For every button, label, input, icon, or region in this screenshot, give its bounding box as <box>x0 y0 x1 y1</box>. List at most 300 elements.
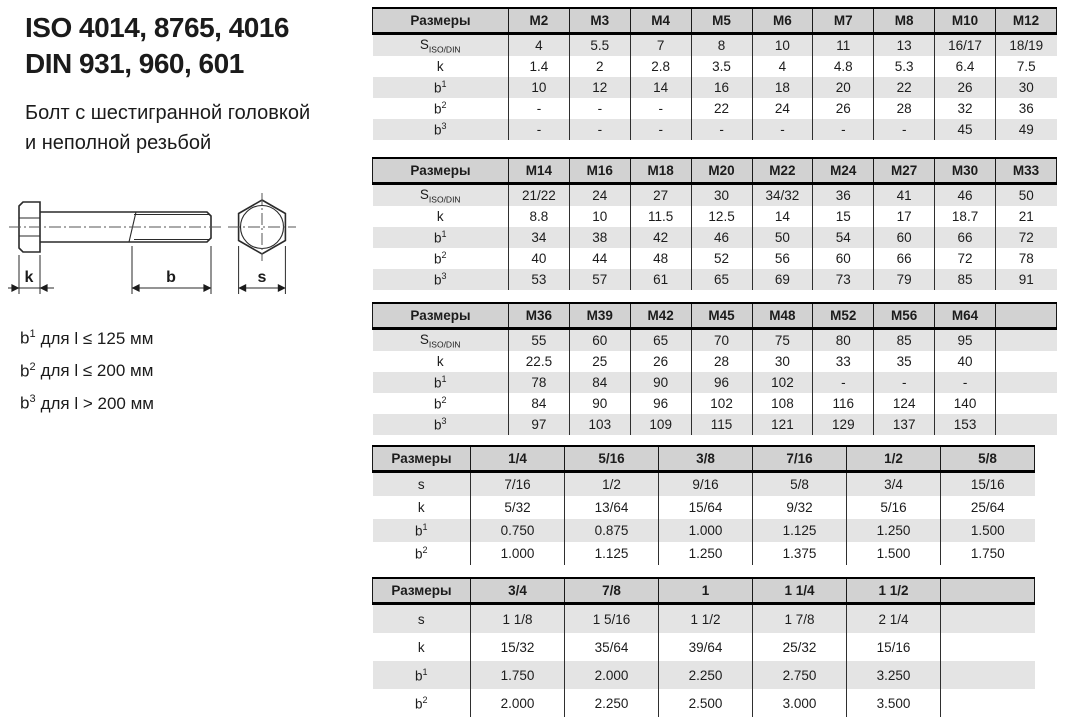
table-row <box>373 329 1057 352</box>
table-cell: - <box>509 119 570 140</box>
table-cell: - <box>874 372 935 393</box>
table-cell: 10 <box>569 206 630 227</box>
table-cell: 2.250 <box>565 689 659 717</box>
table-cell: 44 <box>569 248 630 269</box>
column-header: M64 <box>935 303 996 329</box>
table-cell: 73 <box>813 269 874 290</box>
table-cell: 14 <box>630 77 691 98</box>
table-cell: 85 <box>935 269 996 290</box>
table-cell: 18.7 <box>935 206 996 227</box>
table-cell: 40 <box>509 248 570 269</box>
table-cell: 28 <box>874 98 935 119</box>
row-label: $b^2$ <box>414 545 428 562</box>
column-header: M20 <box>691 158 752 184</box>
table-cell: 21/22 <box>509 184 570 207</box>
column-header: 7/16 <box>753 446 847 472</box>
row-label: s <box>417 477 425 492</box>
table-cell: 11 <box>813 34 874 57</box>
table-cell: - <box>509 98 570 119</box>
table-cell: 14 <box>752 206 813 227</box>
table-cell: 34/32 <box>752 184 813 207</box>
footnote-symbol: b <box>20 328 30 348</box>
table-cell: 84 <box>569 372 630 393</box>
dimension-table <box>372 157 1057 290</box>
column-header: M5 <box>691 8 752 34</box>
table-cell: - <box>630 98 691 119</box>
table-cell: 22 <box>874 77 935 98</box>
table-cell: 1 1/2 <box>659 604 753 634</box>
table-cell: - <box>935 372 996 393</box>
table-cell: 9/16 <box>659 472 753 497</box>
table-cell: 30 <box>691 184 752 207</box>
description-line-1: Болт с шестигранной головкой <box>25 102 311 124</box>
table-cell: 24 <box>752 98 813 119</box>
empty-cell <box>996 393 1057 414</box>
column-header: M18 <box>630 158 691 184</box>
table-cell: 46 <box>935 184 996 207</box>
table-cell: 66 <box>935 227 996 248</box>
row-label: k <box>417 500 425 515</box>
metric-table-m2-m12 <box>372 7 1057 140</box>
table-cell: 40 <box>935 351 996 372</box>
column-header: Размеры <box>373 158 509 184</box>
table-cell: 24 <box>569 184 630 207</box>
table-cell: 5.5 <box>569 34 630 57</box>
table-cell: 65 <box>691 269 752 290</box>
table-cell: 15 <box>813 206 874 227</box>
column-header: M56 <box>874 303 935 329</box>
table-cell: 3.000 <box>753 689 847 717</box>
table-cell: 2.750 <box>753 661 847 689</box>
table-cell: 12.5 <box>691 206 752 227</box>
left-panel <box>0 0 372 720</box>
table-row <box>373 56 1057 77</box>
table-cell: 22.5 <box>509 351 570 372</box>
table-row <box>373 248 1057 269</box>
table-cell: 13 <box>874 34 935 57</box>
table-row <box>373 496 1035 519</box>
table-cell: 30 <box>996 77 1057 98</box>
row-label: $b^1$ <box>414 666 428 684</box>
table-cell: 78 <box>996 248 1057 269</box>
table-cell: 5/32 <box>471 496 565 519</box>
table-row <box>373 34 1057 57</box>
table-cell: 46 <box>691 227 752 248</box>
table-cell: 1.250 <box>847 519 941 542</box>
table-cell: 30 <box>752 351 813 372</box>
table-cell: 65 <box>630 329 691 352</box>
table-cell: 103 <box>569 414 630 435</box>
column-header: M7 <box>813 8 874 34</box>
table-row <box>373 269 1057 290</box>
table-cell: 35/64 <box>565 633 659 661</box>
table-cell: 79 <box>874 269 935 290</box>
table-row <box>373 604 1035 634</box>
table-header-row <box>373 303 1057 329</box>
description-line-2: и неполной резьбой <box>25 132 212 154</box>
table-cell: 1.000 <box>471 542 565 565</box>
table-cell: 25/32 <box>753 633 847 661</box>
table-cell: 18 <box>752 77 813 98</box>
table-cell: 16/17 <box>935 34 996 57</box>
table-cell: 0.750 <box>471 519 565 542</box>
table-cell: 26 <box>935 77 996 98</box>
column-header: 1 1/4 <box>753 578 847 604</box>
empty-cell <box>996 329 1057 352</box>
empty-cell <box>996 372 1057 393</box>
column-header: 5/16 <box>565 446 659 472</box>
table-cell: 38 <box>569 227 630 248</box>
row-label: $b^2$ <box>433 395 447 412</box>
s-dimension-label: s <box>257 269 267 286</box>
bolt-side-view <box>8 202 223 294</box>
table-cell: 102 <box>691 393 752 414</box>
table-cell: 1/2 <box>565 472 659 497</box>
table-cell: 49 <box>996 119 1057 140</box>
table-row <box>373 661 1035 689</box>
table-cell: 5.3 <box>874 56 935 77</box>
row-label: $S_{ISO/DIN}$ <box>419 331 461 350</box>
table-cell: 60 <box>874 227 935 248</box>
column-header: M14 <box>509 158 570 184</box>
column-header: M27 <box>874 158 935 184</box>
table-cell: - <box>569 98 630 119</box>
row-label: k <box>417 639 425 655</box>
k-dimension-label: k <box>24 269 34 286</box>
table-header-row <box>373 578 1035 604</box>
table-cell: 80 <box>813 329 874 352</box>
column-header: 1/4 <box>471 446 565 472</box>
column-header: 1 1/2 <box>847 578 941 604</box>
table-cell: 15/32 <box>471 633 565 661</box>
table-cell: 25/64 <box>941 496 1035 519</box>
table-row <box>373 519 1035 542</box>
table-cell: 153 <box>935 414 996 435</box>
table-cell: 7.5 <box>996 56 1057 77</box>
table-cell: 61 <box>630 269 691 290</box>
table-cell: 1.250 <box>659 542 753 565</box>
row-label: $S_{ISO/DIN}$ <box>419 186 461 205</box>
column-header: M24 <box>813 158 874 184</box>
table-cell: 41 <box>874 184 935 207</box>
table-cell: 69 <box>752 269 813 290</box>
column-header: 5/8 <box>941 446 1035 472</box>
table-cell: 7/16 <box>471 472 565 497</box>
inch-table-threequarter-to-oneandhalf <box>372 577 1035 717</box>
table-cell: 11.5 <box>630 206 691 227</box>
row-label: $b^2$ <box>414 694 428 712</box>
table-cell: 4 <box>752 56 813 77</box>
table-row <box>373 472 1035 497</box>
table-cell: - <box>813 119 874 140</box>
footnote-symbol: b <box>20 361 30 381</box>
column-header: M12 <box>996 8 1057 34</box>
column-header: 1 <box>659 578 753 604</box>
row-label: k <box>436 354 444 369</box>
table-cell: 95 <box>935 329 996 352</box>
table-cell: 50 <box>996 184 1057 207</box>
table-cell: 84 <box>509 393 570 414</box>
table-cell: 90 <box>630 372 691 393</box>
column-header: M30 <box>935 158 996 184</box>
row-label: $S_{ISO/DIN}$ <box>419 36 461 55</box>
table-cell: 15/64 <box>659 496 753 519</box>
table-cell: 85 <box>874 329 935 352</box>
column-header: M36 <box>509 303 570 329</box>
inch-table-quarter-to-fiveeighths <box>372 445 1035 565</box>
table-row <box>373 98 1057 119</box>
column-header: 3/4 <box>471 578 565 604</box>
row-label: $b^1$ <box>433 374 447 391</box>
table-cell: 26 <box>630 351 691 372</box>
footnote-sup: 1 <box>29 328 36 340</box>
bolt-end-view <box>228 193 296 294</box>
column-header: M10 <box>935 8 996 34</box>
table-cell: 108 <box>752 393 813 414</box>
table-row <box>373 184 1057 207</box>
table-cell: 3.250 <box>847 661 941 689</box>
table-row <box>373 689 1035 717</box>
table-cell: 12 <box>569 77 630 98</box>
column-header: M39 <box>569 303 630 329</box>
column-header: M52 <box>813 303 874 329</box>
table-cell: 36 <box>813 184 874 207</box>
table-row <box>373 393 1057 414</box>
row-label: $b^3$ <box>433 121 447 138</box>
table-cell: 121 <box>752 414 813 435</box>
dimension-table <box>372 302 1057 435</box>
footnote-sup: 3 <box>29 393 36 406</box>
row-label: k <box>436 209 444 224</box>
table-cell: 9/32 <box>753 496 847 519</box>
table-cell: - <box>569 119 630 140</box>
column-header: M8 <box>874 8 935 34</box>
table-cell: 3/4 <box>847 472 941 497</box>
table-cell: 32 <box>935 98 996 119</box>
table-cell: 10 <box>509 77 570 98</box>
table-cell: 1.750 <box>471 661 565 689</box>
table-cell: 90 <box>569 393 630 414</box>
table-cell: 1.000 <box>659 519 753 542</box>
table-cell: 22 <box>691 98 752 119</box>
table-cell: 140 <box>935 393 996 414</box>
column-header: M6 <box>752 8 813 34</box>
table-cell: 26 <box>813 98 874 119</box>
table-cell: 116 <box>813 393 874 414</box>
column-header: M16 <box>569 158 630 184</box>
table-cell: 57 <box>569 269 630 290</box>
table-cell: 1.500 <box>847 542 941 565</box>
table-cell: 7 <box>630 34 691 57</box>
column-header: M42 <box>630 303 691 329</box>
table-row <box>373 119 1057 140</box>
table-cell: 54 <box>813 227 874 248</box>
table-row <box>373 206 1057 227</box>
metric-table-m36-m64 <box>372 302 1057 435</box>
table-cell: 97 <box>509 414 570 435</box>
table-cell: 66 <box>874 248 935 269</box>
table-cell: 55 <box>509 329 570 352</box>
table-cell: 48 <box>630 248 691 269</box>
table-cell: 4.8 <box>813 56 874 77</box>
table-cell: - <box>630 119 691 140</box>
table-cell: 20 <box>813 77 874 98</box>
column-header: Размеры <box>373 446 471 472</box>
row-label: $b^2$ <box>433 100 447 117</box>
footnote-b1 <box>20 320 154 353</box>
column-header: 3/8 <box>659 446 753 472</box>
table-cell: 27 <box>630 184 691 207</box>
column-header: M48 <box>752 303 813 329</box>
empty-cell <box>941 604 1035 634</box>
table-row <box>373 372 1057 393</box>
table-cell: 96 <box>691 372 752 393</box>
column-header: M45 <box>691 303 752 329</box>
table-cell: 52 <box>691 248 752 269</box>
table-cell: - <box>874 119 935 140</box>
dimension-table <box>372 577 1035 717</box>
table-cell: 16 <box>691 77 752 98</box>
empty-column-header <box>941 578 1035 604</box>
table-cell: 1.4 <box>509 56 570 77</box>
table-cell: 25 <box>569 351 630 372</box>
table-cell: 60 <box>813 248 874 269</box>
table-cell: 10 <box>752 34 813 57</box>
table-cell: 28 <box>691 351 752 372</box>
table-cell: 72 <box>935 248 996 269</box>
page-title-iso: ISO 4014, 8765, 4016 <box>25 12 289 43</box>
table-cell: 34 <box>509 227 570 248</box>
table-cell: 2 1/4 <box>847 604 941 634</box>
empty-cell <box>941 689 1035 717</box>
table-cell: 1.750 <box>941 542 1035 565</box>
empty-cell <box>941 633 1035 661</box>
table-cell: 0.875 <box>565 519 659 542</box>
page-title-din: DIN 931, 960, 601 <box>25 48 244 79</box>
title-block <box>25 10 289 82</box>
row-label: s <box>417 611 425 627</box>
footnote-symbol: b <box>20 393 30 413</box>
row-label: $b^2$ <box>433 250 447 267</box>
footnote-b3 <box>20 385 154 418</box>
table-header-row <box>373 8 1057 34</box>
table-cell: 2 <box>569 56 630 77</box>
column-header: 1/2 <box>847 446 941 472</box>
column-header: 7/8 <box>565 578 659 604</box>
table-cell: 102 <box>752 372 813 393</box>
table-cell: 2.8 <box>630 56 691 77</box>
table-cell: 2.500 <box>659 689 753 717</box>
table-cell: 1.375 <box>753 542 847 565</box>
table-cell: 109 <box>630 414 691 435</box>
table-cell: 72 <box>996 227 1057 248</box>
table-header-row <box>373 158 1057 184</box>
table-cell: - <box>813 372 874 393</box>
empty-cell <box>941 661 1035 689</box>
table-cell: 21 <box>996 206 1057 227</box>
row-label: $b^3$ <box>433 416 447 433</box>
table-cell: 39/64 <box>659 633 753 661</box>
footnote-sup: 2 <box>29 360 36 373</box>
column-header: Размеры <box>373 303 509 329</box>
row-label: $b^1$ <box>414 522 428 539</box>
row-label: $b^3$ <box>433 271 447 288</box>
footnote-b2 <box>20 353 154 386</box>
table-cell: 115 <box>691 414 752 435</box>
table-cell: 17 <box>874 206 935 227</box>
tables-panel <box>372 0 1067 720</box>
table-cell: - <box>691 119 752 140</box>
b-dimension-label: b <box>166 269 176 286</box>
product-description <box>25 98 310 158</box>
footnote-text: для l ≤ 125 мм <box>40 328 154 348</box>
table-cell: 8.8 <box>509 206 570 227</box>
table-cell: 1 1/8 <box>471 604 565 634</box>
table-cell: 45 <box>935 119 996 140</box>
table-row <box>373 414 1057 435</box>
table-row <box>373 227 1057 248</box>
table-cell: 124 <box>874 393 935 414</box>
table-cell: 78 <box>509 372 570 393</box>
table-cell: 1.500 <box>941 519 1035 542</box>
table-cell: 50 <box>752 227 813 248</box>
table-cell: 53 <box>509 269 570 290</box>
table-cell: 15/16 <box>847 633 941 661</box>
table-cell: 56 <box>752 248 813 269</box>
table-cell: 3.500 <box>847 689 941 717</box>
row-label: k <box>436 59 444 74</box>
column-header: Размеры <box>373 8 509 34</box>
footnote-text: для l ≤ 200 мм <box>40 361 154 381</box>
table-cell: 6.4 <box>935 56 996 77</box>
table-cell: 18/19 <box>996 34 1057 57</box>
dimension-table <box>372 445 1035 565</box>
table-cell: 1.125 <box>753 519 847 542</box>
table-cell: 70 <box>691 329 752 352</box>
table-cell: 4 <box>509 34 570 57</box>
table-cell: 5/16 <box>847 496 941 519</box>
column-header: M33 <box>996 158 1057 184</box>
table-cell: 3.5 <box>691 56 752 77</box>
table-cell: 8 <box>691 34 752 57</box>
table-cell: 15/16 <box>941 472 1035 497</box>
table-cell: 2.000 <box>565 661 659 689</box>
table-row <box>373 633 1035 661</box>
table-row <box>373 77 1057 98</box>
dimension-table <box>372 7 1057 140</box>
row-label: $b^1$ <box>433 229 447 246</box>
table-cell: 1 5/16 <box>565 604 659 634</box>
column-header: Размеры <box>373 578 471 604</box>
column-header: M2 <box>509 8 570 34</box>
table-cell: 60 <box>569 329 630 352</box>
table-cell: 137 <box>874 414 935 435</box>
column-header: M3 <box>569 8 630 34</box>
table-cell: 5/8 <box>753 472 847 497</box>
table-cell: 35 <box>874 351 935 372</box>
column-header: M4 <box>630 8 691 34</box>
table-cell: - <box>752 119 813 140</box>
table-header-row <box>373 446 1035 472</box>
table-cell: 75 <box>752 329 813 352</box>
table-cell: 91 <box>996 269 1057 290</box>
table-cell: 33 <box>813 351 874 372</box>
empty-cell <box>996 351 1057 372</box>
column-header: M22 <box>752 158 813 184</box>
table-cell: 2.250 <box>659 661 753 689</box>
empty-cell <box>996 414 1057 435</box>
bolt-technical-drawing <box>8 190 353 310</box>
